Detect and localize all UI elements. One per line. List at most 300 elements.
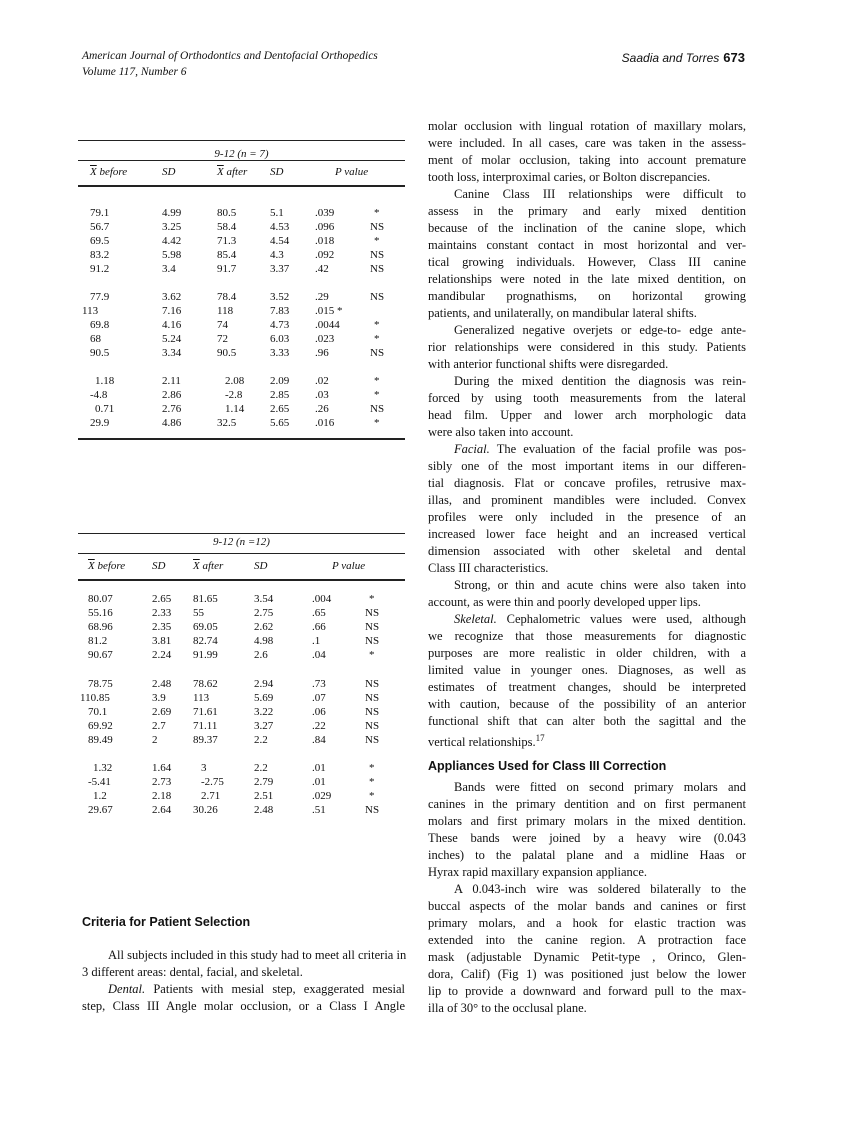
line-text: profiles were only included in the presence of an	[428, 510, 746, 524]
table-cell: NS	[370, 221, 385, 233]
text-line	[428, 881, 746, 898]
table-cell: 69.8	[90, 319, 110, 331]
line-text: canines in the primary dentition and on first permanent	[428, 797, 746, 811]
table-cell: .06	[312, 706, 326, 718]
table-cell: 1.18	[95, 375, 115, 387]
text-line	[428, 288, 746, 305]
table-cell: NS	[365, 692, 380, 704]
table-cell: 5.1	[270, 207, 284, 219]
table-cell: 3	[201, 762, 207, 774]
table-cell: 2.51	[254, 790, 274, 802]
reference-number: 17	[535, 733, 545, 743]
column-header	[193, 560, 223, 572]
table-cell: 71.3	[217, 235, 237, 247]
table-cell: *	[369, 776, 375, 788]
line-text: illa of 30° to the occlusal plane.	[428, 1001, 587, 1015]
table-cell: 3.37	[270, 263, 290, 275]
table-cell: NS	[365, 621, 380, 633]
text-line	[428, 509, 746, 526]
table-cell: .96	[315, 347, 329, 359]
text-line	[428, 796, 746, 813]
journal-volume: Volume 117, Number 6	[82, 66, 187, 78]
text-line	[428, 966, 746, 983]
table-cell: 56.7	[90, 221, 110, 233]
line-text: step, Class III Angle molar occlusion, or a Class I Angle	[82, 999, 405, 1013]
text-line	[428, 830, 746, 847]
table-cell: -2.75	[201, 776, 224, 788]
table-cell: NS	[365, 734, 380, 746]
table-cell: 69.5	[90, 235, 110, 247]
table-cell: 1.32	[93, 762, 113, 774]
line-text: Hyrax rapid maxillary expansion appliance.	[428, 865, 648, 879]
line-text: Generalized negative overjets or edge-to- edge ante-	[454, 323, 746, 337]
table-cell: .03	[315, 389, 329, 401]
table-rule	[78, 579, 405, 581]
table-cell: 81.2	[88, 635, 108, 647]
authors: Saadia and Torres	[621, 51, 720, 65]
line-text: with anterior functional shifts were disregarded.	[428, 357, 669, 371]
line-text: molars and first primary molars in the mixed dentition.	[428, 814, 746, 828]
table-cell: 2.33	[152, 607, 172, 619]
text-line	[428, 356, 746, 373]
table-rule	[78, 160, 405, 161]
text-line	[428, 915, 746, 932]
table-cell: 85.4	[217, 249, 237, 261]
appliances-text	[428, 779, 746, 1017]
table-cell: 77.9	[90, 291, 110, 303]
table-9-12-n7	[78, 140, 405, 440]
table-cell: 2.24	[152, 649, 172, 661]
table-cell: 29.67	[88, 804, 113, 816]
line-text: dora, Calif) (Fig 1) was positioned just below the lower	[428, 967, 746, 981]
table-cell: 29.9	[90, 417, 110, 429]
table-cell: .016	[315, 417, 335, 429]
line-text: extended into the canine region. A protraction face	[428, 933, 746, 947]
table-cell: 81.65	[193, 593, 218, 605]
table-cell: 80.07	[88, 593, 113, 605]
table-cell: 69.92	[88, 720, 113, 732]
table-cell: 2.85	[270, 389, 290, 401]
table-cell: .73	[312, 678, 326, 690]
text-line	[428, 679, 746, 696]
table-cell: .51	[312, 804, 326, 816]
line-text: 3 different areas: dental, facial, and skeletal.	[82, 965, 303, 979]
table-cell: .039	[315, 207, 335, 219]
table-cell: 2.48	[152, 678, 172, 690]
text-line	[428, 441, 746, 458]
table-cell: NS	[365, 678, 380, 690]
table-rule	[78, 438, 405, 440]
table-cell: 2.76	[162, 403, 182, 415]
column-header: SD	[270, 166, 284, 178]
table-cell: 4.53	[270, 221, 290, 233]
table-cell: NS	[365, 706, 380, 718]
line-text: These bands were joined by a heavy wire (0.043	[428, 831, 746, 845]
text-line	[428, 983, 746, 1000]
text-line	[428, 645, 746, 662]
run-in-heading: Dental.	[108, 982, 146, 996]
line-text: sibly one of the most important items in our differen-	[428, 459, 746, 473]
column-header	[90, 166, 127, 178]
text-line	[82, 981, 405, 998]
table-cell: .015 *	[315, 305, 343, 317]
text-line	[428, 118, 746, 135]
table-cell: NS	[365, 607, 380, 619]
text-line	[428, 730, 746, 750]
table-cell: 90.67	[88, 649, 113, 661]
table-cell: 89.49	[88, 734, 113, 746]
x-bar-symbol: $\overline{X}$	[193, 560, 200, 572]
table-cell: NS	[365, 635, 380, 647]
table-cell: .092	[315, 249, 335, 261]
table-cell: .0044	[315, 319, 340, 331]
text-line	[428, 813, 746, 830]
text-line	[428, 390, 746, 407]
table-cell: 2.09	[270, 375, 290, 387]
table-cell: 2.73	[152, 776, 172, 788]
table-rule	[78, 140, 405, 141]
text-line	[428, 594, 746, 611]
table-rule	[78, 185, 405, 187]
line-text: dimension associated with other skeletal and dental	[428, 544, 746, 558]
table-cell: .26	[315, 403, 329, 415]
column-header: SD	[254, 560, 268, 572]
line-text: relationships were noted in the late mixed dentition, on	[428, 272, 746, 286]
left-column-text	[82, 947, 405, 1015]
line-text: illas, and prominent mandibles were included. Convex	[428, 493, 746, 507]
column-header	[88, 560, 125, 572]
line-text: Class III characteristics.	[428, 561, 549, 575]
table-cell: 2	[152, 734, 158, 746]
table-cell: 1.64	[152, 762, 172, 774]
table-cell: 3.62	[162, 291, 182, 303]
table-cell: NS	[370, 403, 385, 415]
line-text: limited value in younger ones. Diagnoses, as well as	[428, 663, 746, 677]
table-cell: 1.2	[93, 790, 107, 802]
table-cell: 2.71	[201, 790, 221, 802]
table-cell: 71.61	[193, 706, 218, 718]
table-cell: *	[369, 593, 375, 605]
x-bar-symbol: $\overline{X}$	[90, 166, 97, 178]
line-text: tial diagnosis. Flat or concave profiles, retrusive max-	[428, 476, 746, 490]
text-line	[428, 237, 746, 254]
table-cell: 90.5	[90, 347, 110, 359]
table-cell: NS	[365, 804, 380, 816]
table-cell: 82.74	[193, 635, 218, 647]
table-cell: *	[374, 333, 380, 345]
table-cell: 74	[217, 319, 228, 331]
table-cell: 80.5	[217, 207, 237, 219]
table-cell: 2.2	[254, 734, 268, 746]
column-header: SD	[152, 560, 166, 572]
table-cell: *	[369, 649, 375, 661]
table-cell: 2.86	[162, 389, 182, 401]
page-number: 673	[723, 50, 745, 65]
line-text: rior relationships were considered in this study. Patients	[428, 340, 746, 354]
table-cell: *	[374, 235, 380, 247]
table-cell: 4.86	[162, 417, 182, 429]
line-text: patients, and unilaterally, on mandibular lateral shifts.	[428, 306, 697, 320]
text-line	[428, 696, 746, 713]
line-text: account, as were thin and poorly developed upper lips.	[428, 595, 701, 609]
section-heading-appliances: Appliances Used for Class III Correction	[428, 759, 667, 773]
table-cell: 110.85	[80, 692, 110, 704]
line-text: assess in the primary and early mixed dentition	[428, 204, 746, 218]
table-9-12-n12	[78, 533, 405, 823]
table-cell: .01	[312, 762, 326, 774]
column-header-label: before	[94, 560, 126, 572]
column-header-label: before	[96, 166, 128, 178]
line-text: tooth loss, interproximal caries, or Bolton discrepancies.	[428, 170, 711, 184]
table-cell: 91.99	[193, 649, 218, 661]
table-cell: 4.98	[254, 635, 274, 647]
line-text: mask (adjustable Dynamic Petit-type , Orinco, Glen-	[428, 950, 746, 964]
line-text: Bands were fitted on second primary molars and	[454, 780, 746, 794]
table-cell: 3.52	[270, 291, 290, 303]
line-text: forced by using tooth measurements from the lateral	[428, 391, 746, 405]
line-text: functional shift that can alter both the sagittal and the	[428, 714, 746, 728]
table-cell: .02	[315, 375, 329, 387]
table-cell: 78.4	[217, 291, 237, 303]
table-cell: .01	[312, 776, 326, 788]
line-text: were also taken into account.	[428, 425, 574, 439]
table-cell: 5.24	[162, 333, 182, 345]
table-cell: 3.22	[254, 706, 274, 718]
table-cell: 113	[193, 692, 210, 704]
table-cell: 4.99	[162, 207, 182, 219]
text-line	[428, 611, 746, 628]
table-cell: 4.73	[270, 319, 290, 331]
table-cell: *	[374, 389, 380, 401]
table-cell: 55.16	[88, 607, 113, 619]
table-cell: 3.25	[162, 221, 182, 233]
table-cell: 30.26	[193, 804, 218, 816]
table-cell: 5.65	[270, 417, 290, 429]
line-text: head film. Upper and lower arch morphologic data	[428, 408, 746, 422]
text-line	[428, 271, 746, 288]
table-cell: 3.9	[152, 692, 166, 704]
table-cell: -2.8	[225, 389, 243, 401]
text-line	[82, 998, 405, 1015]
text-line	[428, 577, 746, 594]
column-header-label: after	[199, 560, 224, 572]
line-text: vertical relationships.	[428, 735, 536, 750]
table-cell: 113	[82, 305, 99, 317]
line-text: we recognize that those measurements for diagnostic	[428, 629, 746, 643]
table-cell: 55	[193, 607, 204, 619]
table-title: 9-12 (n =12)	[213, 536, 270, 548]
text-line	[428, 932, 746, 949]
table-cell: NS	[370, 347, 385, 359]
table-cell: 2.65	[270, 403, 290, 415]
run-in-heading: Facial.	[454, 442, 490, 456]
table-cell: *	[369, 790, 375, 802]
table-cell: .004	[312, 593, 332, 605]
table-rule	[78, 553, 405, 554]
table-cell: 2.79	[254, 776, 274, 788]
table-cell: 6.03	[270, 333, 290, 345]
line-text: lip to provide a downward and forward pull to the max-	[428, 984, 746, 998]
table-title: 9-12 (n = 7)	[214, 148, 269, 160]
table-cell: *	[369, 762, 375, 774]
line-text: were included. In all cases, care was taken in the assess-	[428, 136, 746, 150]
table-cell: *	[374, 207, 380, 219]
table-cell: .22	[312, 720, 326, 732]
text-line	[428, 322, 746, 339]
column-header: P value	[332, 560, 366, 572]
table-cell: .096	[315, 221, 335, 233]
table-cell: 2.2	[254, 762, 268, 774]
table-cell: 3.33	[270, 347, 290, 359]
journal-title: American Journal of Orthodontics and Dentofacial Orthopedics	[82, 50, 378, 62]
table-cell: 3.4	[162, 263, 176, 275]
table-cell: 7.16	[162, 305, 182, 317]
table-cell: 5.69	[254, 692, 274, 704]
text-line	[428, 424, 746, 441]
line-text: mandibular prognathisms, on horizontal growing	[428, 289, 746, 303]
line-text: estimates of treatment changes, should be interpreted	[428, 680, 746, 694]
table-rule	[78, 533, 405, 534]
table-cell: 68	[90, 333, 101, 345]
line-text: purposes are more realistic in older children, with a	[428, 646, 746, 660]
table-cell: 3.81	[152, 635, 172, 647]
text-line	[428, 475, 746, 492]
table-cell: 2.48	[254, 804, 274, 816]
table-cell: -4.8	[90, 389, 108, 401]
table-cell: 79.1	[90, 207, 110, 219]
text-line	[428, 135, 746, 152]
text-line	[428, 152, 746, 169]
line-text: Patients with mesial step, exaggerated mesial	[145, 982, 405, 996]
line-text: because of the inclination of the canine slope, which	[428, 221, 746, 235]
column-header	[217, 166, 247, 178]
text-line	[428, 713, 746, 730]
text-line	[428, 169, 746, 186]
table-cell: NS	[370, 263, 385, 275]
table-cell: *	[374, 375, 380, 387]
text-line	[82, 964, 405, 981]
line-text: increased lower face height and an increased vertical	[428, 527, 746, 541]
table-cell: 72	[217, 333, 228, 345]
table-cell: NS	[370, 249, 385, 261]
table-cell: 71.11	[193, 720, 218, 732]
section-heading-criteria: Criteria for Patient Selection	[82, 915, 251, 929]
table-cell: 4.42	[162, 235, 182, 247]
line-text: buccal aspects of the molar bands and canines or first	[428, 899, 746, 913]
text-line	[428, 628, 746, 645]
table-cell: 68.96	[88, 621, 113, 633]
table-cell: 2.08	[225, 375, 245, 387]
text-line	[428, 203, 746, 220]
table-cell: 78.62	[193, 678, 218, 690]
text-line	[428, 560, 746, 577]
table-cell: 2.35	[152, 621, 172, 633]
text-line	[428, 373, 746, 390]
table-cell: 2.6	[254, 649, 268, 661]
table-cell: .023	[315, 333, 335, 345]
table-cell: *	[374, 319, 380, 331]
table-cell: 1.14	[225, 403, 245, 415]
line-text: ment of molar occlusion, taking into account premature	[428, 153, 746, 167]
text-line	[428, 339, 746, 356]
text-line	[428, 1000, 746, 1017]
line-text: During the mixed dentition the diagnosis was rein-	[454, 374, 746, 388]
table-cell: 78.75	[88, 678, 113, 690]
table-cell: .029	[312, 790, 332, 802]
line-text: inches) to the palatal plane and a midline Haas or	[428, 848, 746, 862]
line-text: with caution, because of the possibility of an anterior	[428, 697, 746, 711]
table-cell: .65	[312, 607, 326, 619]
text-line	[428, 526, 746, 543]
line-text: primary molars, and a hook for elastic traction was	[428, 916, 746, 930]
text-line	[428, 254, 746, 271]
table-cell: 2.94	[254, 678, 274, 690]
column-header: SD	[162, 166, 176, 178]
table-cell: .42	[315, 263, 329, 275]
table-cell: 83.2	[90, 249, 110, 261]
table-cell: 70.1	[88, 706, 108, 718]
line-text: All subjects included in this study had to meet all criteria in	[108, 948, 407, 962]
text-line	[82, 947, 405, 964]
x-bar-symbol: $\overline{X}$	[88, 560, 95, 572]
line-text: molar occlusion with lingual rotation of maxillary molars,	[428, 119, 746, 133]
table-cell: -5.41	[88, 776, 111, 788]
right-column-text	[428, 118, 746, 750]
table-cell: 2.62	[254, 621, 274, 633]
table-cell: .018	[315, 235, 335, 247]
table-cell: 4.54	[270, 235, 290, 247]
table-cell: .66	[312, 621, 326, 633]
table-cell: .84	[312, 734, 326, 746]
line-text: maintains constant contact in most horizontal and ver-	[428, 238, 746, 252]
table-cell: .04	[312, 649, 326, 661]
table-cell: NS	[370, 291, 385, 303]
text-line	[428, 864, 746, 881]
table-cell: 90.5	[217, 347, 237, 359]
table-cell: 89.37	[193, 734, 218, 746]
table-cell: 2.64	[152, 804, 172, 816]
text-line	[428, 898, 746, 915]
table-cell: 91.7	[217, 263, 237, 275]
text-line	[428, 662, 746, 679]
table-cell: 2.69	[152, 706, 172, 718]
table-cell: 3.34	[162, 347, 182, 359]
line-text: Canine Class III relationships were difficult to	[454, 187, 746, 201]
text-line	[428, 949, 746, 966]
column-header: P value	[335, 166, 369, 178]
table-cell: 32.5	[217, 417, 237, 429]
table-cell: *	[374, 417, 380, 429]
text-line	[428, 847, 746, 864]
x-bar-symbol: $\overline{X}$	[217, 166, 224, 178]
text-line	[428, 186, 746, 203]
table-cell: NS	[365, 720, 380, 732]
table-cell: 7.83	[270, 305, 290, 317]
table-cell: 58.4	[217, 221, 237, 233]
table-cell: .07	[312, 692, 326, 704]
text-line	[428, 458, 746, 475]
text-line	[428, 543, 746, 560]
table-cell: 4.3	[270, 249, 284, 261]
line-text: A 0.043-inch wire was soldered bilaterally to the	[454, 882, 746, 896]
run-in-heading: Skeletal.	[454, 612, 497, 626]
table-cell: 91.2	[90, 263, 110, 275]
text-line	[428, 407, 746, 424]
line-text: Cephalometric values were used, although	[496, 612, 746, 626]
table-cell: 69.05	[193, 621, 218, 633]
table-cell: 2.7	[152, 720, 166, 732]
table-cell: 118	[217, 305, 234, 317]
